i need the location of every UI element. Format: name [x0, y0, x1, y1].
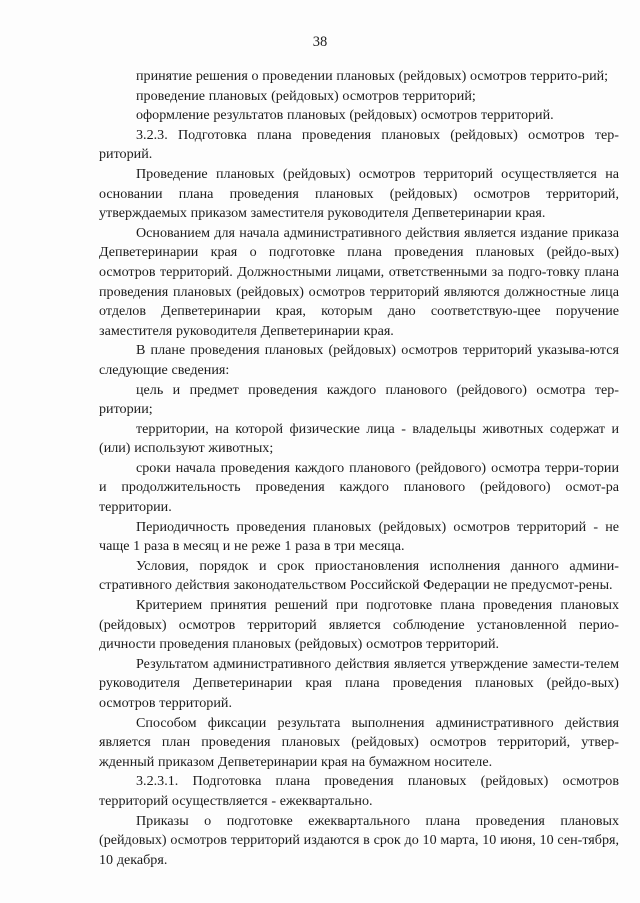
- paragraph: Результатом административного действия является утверждение замести-телем руководителя Депветеринарии края плана проведения плановых (рейдо-вых) осмотров территорий.: [99, 655, 619, 711]
- paragraph: оформление результатов плановых (рейдовых) осмотров территорий.: [136, 107, 554, 124]
- paragraph: Основанием для начала административного действия является издание приказа Депветеринарии края о подготовке плана проведения плановых (рейдо-вых) осмотров территорий. Должностными лицами, ответственными за подго-товку плана проведения плановых (рейдовых) осмотров территорий являются должностные лица отделов Депветеринарии края, которым дано соответствую-щее поручение заместителя руководителя Депветеринарии края.: [99, 224, 619, 339]
- paragraph: Проведение плановых (рейдовых) осмотров территорий осуществляется на основании плана проведения плановых (рейдовых) осмотров территорий, утверждаемых приказом заместителя руководителя Депветеринарии края.: [99, 165, 619, 222]
- paragraph: Периодичность проведения плановых (рейдовых) осмотров территорий - не чаще 1 раза в месяц и не реже 1 раза в три месяца.: [99, 518, 619, 555]
- paragraph: сроки начала проведения каждого планового (рейдового) осмотра терри-тории и продолжительность проведения каждого планового (рейдового) осмот-ра территории.: [99, 459, 619, 516]
- paragraph: В плане проведения плановых (рейдовых) осмотров территорий указыва-ются следующие сведения:: [99, 342, 619, 378]
- paragraph: принятие решения о проведении плановых (рейдовых) осмотров террито-рий;: [136, 68, 609, 84]
- paragraph: Способом фиксации результата выполнения административного действия является план проведения плановых (рейдовых) осмотров территорий, утвер-жденный приказом Депветеринарии края на бумажном носителе.: [99, 714, 619, 770]
- page-number: 38: [312, 34, 328, 50]
- paragraph: 3.2.3. Подготовка плана проведения плановых (рейдовых) осмотров тер-риторий.: [99, 126, 619, 163]
- paragraph: цель и предмет проведения каждого планового (рейдового) осмотра тер-ритории;: [99, 381, 619, 418]
- paragraph: Критерием принятия решений при подготовке плана проведения плановых (рейдовых) осмотров территорий является соблюдение установленной перио-дичности проведения плановых (рейдовых) осмотров территорий.: [99, 597, 619, 653]
- paragraph: 3.2.3.1. Подготовка плана проведения плановых (рейдовых) осмотров территорий осуществляется - ежеквартально.: [99, 773, 619, 809]
- paragraph: Условия, порядок и срок приостановления исполнения данного админи-стративного действия законодательством Российской Федерации не предусмот-рены.: [99, 557, 619, 594]
- paragraph: территории, на которой физические лица - владельцы животных содержат и (или) используют животных;: [99, 420, 619, 457]
- paragraph: проведение плановых (рейдовых) осмотров территорий;: [136, 87, 476, 104]
- paragraph: Приказы о подготовке ежеквартального плана проведения плановых (рейдовых) осмотров территорий издаются в срок до 10 марта, 10 июня, 10 сен-тября, 10 декабря.: [99, 812, 619, 868]
- document-body: [99, 67, 619, 870]
